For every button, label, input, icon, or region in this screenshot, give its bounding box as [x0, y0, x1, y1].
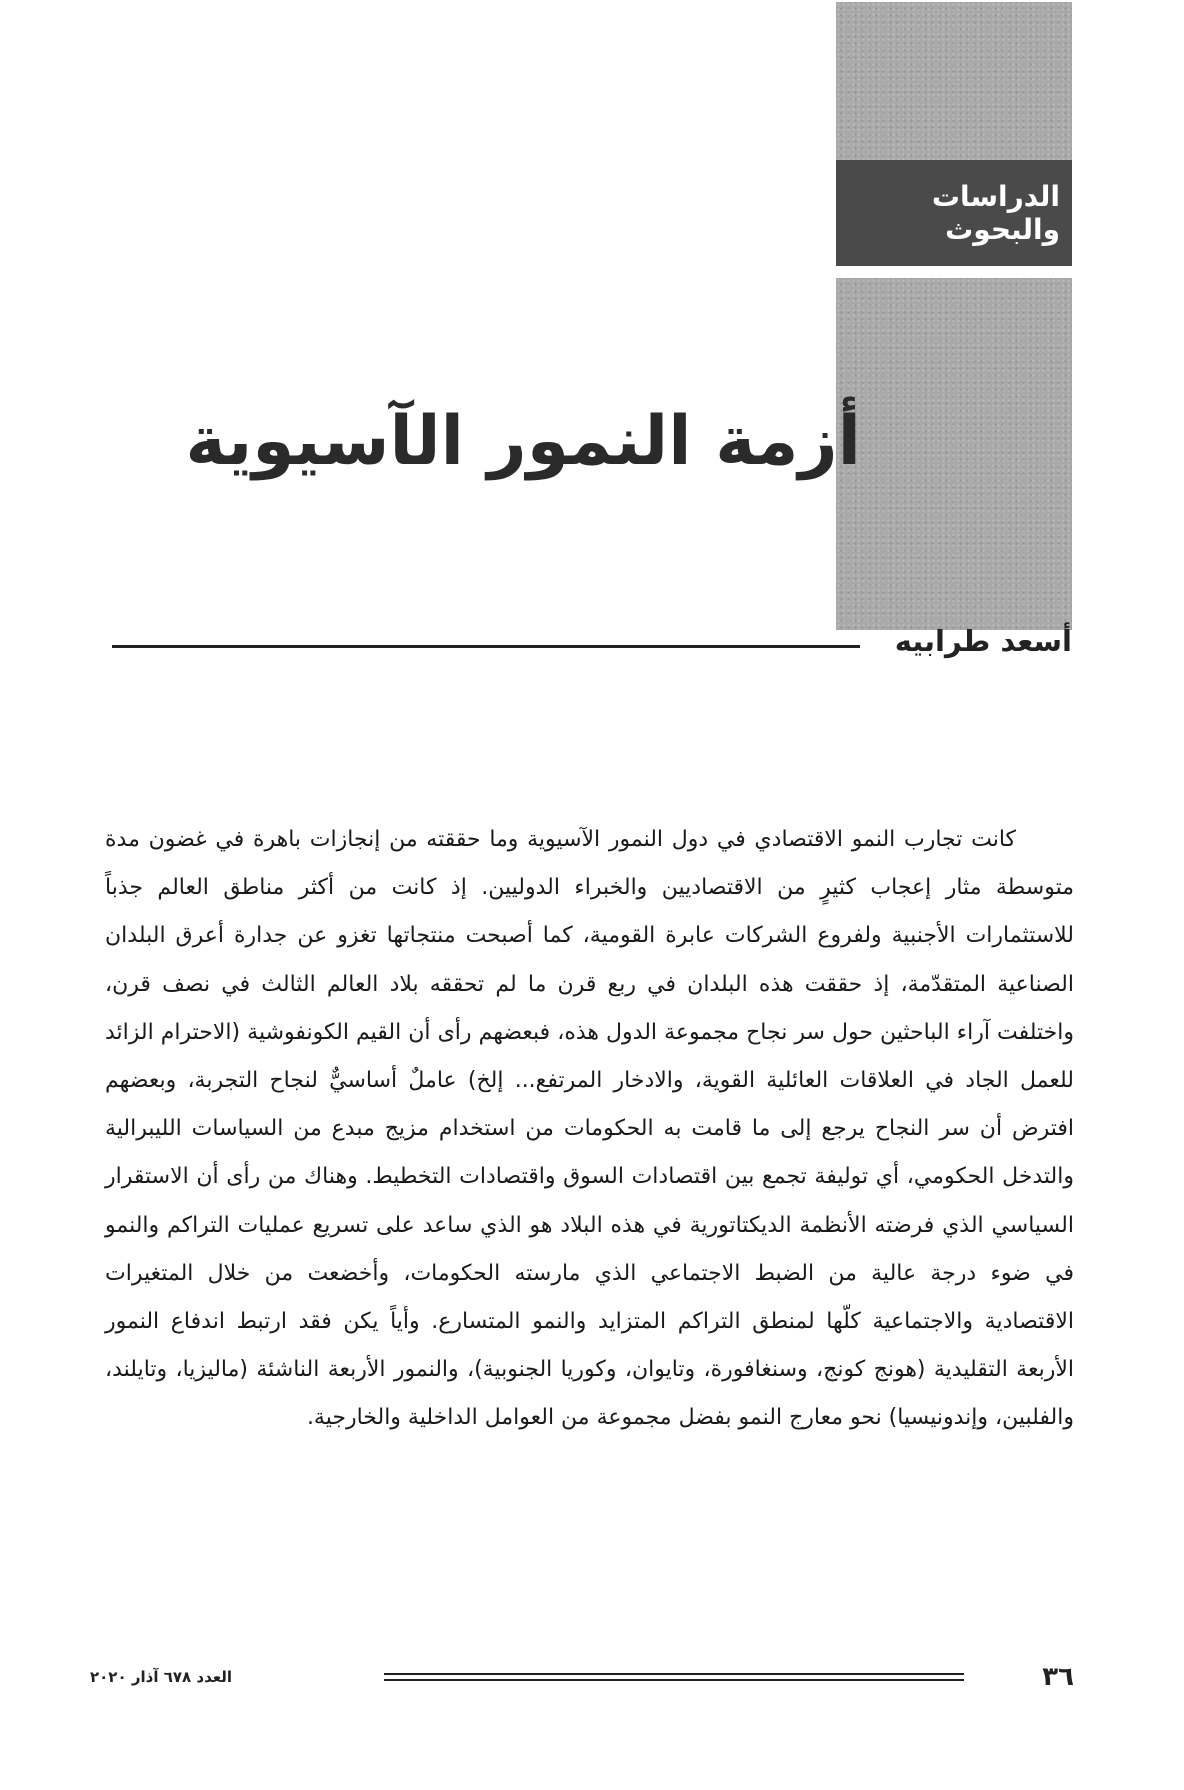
article-body	[105, 816, 1074, 1443]
article-body-text: كانت تجارب النمو الاقتصادي في دول النمور الآسيوية وما حققته من إنجازات باهرة في غضون مدة متوسطة مثار إعجاب كثيرٍ من الاقتصاديين والخبراء الدوليين. إذ كانت من أكثر مناطق العالم جذباً للاستثمارات الأجنبية ولفروع الشركات عابرة القومية، كما أصبحت منتجاتها تغزو عن جدارة أعرق البلدان الصناعية المتقدّمة، إذ حققت هذه البلدان في ربع قرن ما لم تحققه بلاد العالم الثالث في نصف قرن، واختلفت آراء الباحثين حول سر نجاح مجموعة الدول هذه، فبعضهم رأى أن القيم الكونفوشية (الاحترام الزائد للعمل الجاد في العلاقات العائلية القوية، والادخار المرتفع... إلخ) عاملٌ أساسيٌّ لنجاح التجربة، وبعضهم افترض أن سر النجاح يرجع إلى ما قامت به الحكومات من استخدام مزيج مبدع من السياسات الليبرالية والتدخل الحكومي، أي توليفة تجمع بين اقتصادات السوق واقتصادات التخطيط. وهناك من رأى أن الاستقرار السياسي الذي فرضته الأنظمة الديكتاتورية في هذه البلاد هو الذي ساعد على تسريع عمليات التراكم والنمو في ضوء درجة عالية من الضبط الاجتماعي الذي مارسته الحكومات، وأخضعت من خلال المتغيرات الاقتصادية والاجتماعية كلّها لمنطق التراكم المتزايد والنمو المتسارع. وأياً يكن فقد ارتبط اندفاع النمور الأربعة التقليدية (هونج كونج، وسنغافورة، وتايوان، وكوريا الجنوبية)، والنمور الأربعة الناشئة (ماليزيا، وتايلند، والفلبين، وإندونيسيا) نحو معارج النمو بفضل مجموعة من العوامل الداخلية والخارجية.	[105, 827, 1074, 1431]
issue-info: العدد ٦٧٨ آذار ٢٠٢٠	[90, 1668, 232, 1686]
section-label: الدراسات والبحوث	[931, 180, 1060, 246]
author-divider	[112, 645, 860, 648]
decorative-band-bottom	[836, 278, 1072, 630]
page-number: ٣٦	[1042, 1662, 1074, 1692]
section-header	[836, 160, 1072, 266]
author-row	[112, 624, 1072, 664]
article-title: أزمة النمور الآسيوية	[185, 402, 861, 481]
page-footer	[90, 1660, 1074, 1700]
footer-divider	[384, 1673, 964, 1685]
author-name: أسعد طرابيه	[894, 624, 1072, 658]
decorative-band-top	[836, 2, 1072, 160]
